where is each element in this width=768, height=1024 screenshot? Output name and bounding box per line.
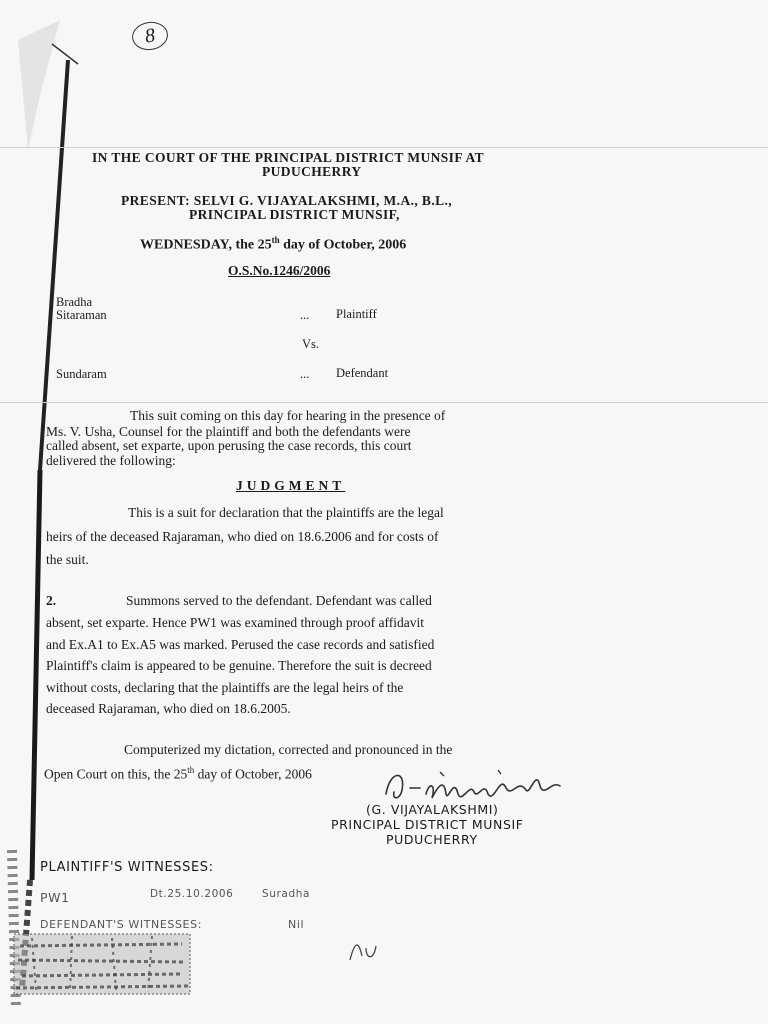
- intro-line-2: Ms. V. Usha, Counsel for the plaintiff and both the defendants were: [46, 424, 411, 439]
- defendant-witnesses-value: Nil: [288, 918, 305, 931]
- para2-number: 2.: [46, 593, 57, 608]
- para2-line-2: absent, set exparte. Hence PW1 was examined through proof affidavit: [46, 615, 424, 630]
- signatory-place: PUDUCHERRY: [386, 832, 478, 847]
- scan-fold-line: [0, 147, 768, 148]
- para1-line-2: heirs of the deceased Rajaraman, who died on 18.6.2006 and for costs of: [46, 529, 439, 544]
- smudged-stamp: [12, 930, 192, 998]
- court-heading-line2: PUDUCHERRY: [262, 164, 362, 179]
- plaintiff-witnesses-heading: PLAINTIFF'S WITNESSES:: [40, 860, 214, 875]
- para1-line-1: This is a suit for declaration that the plaintiffs are the legal: [128, 505, 444, 520]
- signatory-name: (G. VIJAYALAKSHMI): [366, 802, 499, 817]
- intro-line-4: delivered the following:: [46, 453, 176, 468]
- para2-line-5: without costs, declaring that the plaintiffs are the legal heirs of the: [46, 680, 404, 695]
- pw1-date: Dt.25.10.2006: [150, 888, 234, 900]
- court-heading-line1: IN THE COURT OF THE PRINCIPAL DISTRICT MUNSIF AT: [92, 150, 485, 165]
- plaintiff-name-1: Bradha: [56, 295, 93, 309]
- plaintiff-role: Plaintiff: [336, 307, 377, 321]
- plaintiff-dots: ...: [300, 308, 310, 322]
- present-line2: PRINCIPAL DISTRICT MUNSIF,: [189, 207, 400, 222]
- defendant-dots: ...: [300, 367, 310, 381]
- pw1-label: PW1: [40, 890, 70, 905]
- pw1-name: Suradha: [262, 888, 311, 900]
- defendant-name: Sundaram: [56, 367, 107, 381]
- plaintiff-name-2: Sitaraman: [56, 308, 107, 322]
- closing-line-1: Computerized my dictation, corrected and pronounced in the: [124, 742, 453, 757]
- intro-line-3: called absent, set exparte, upon perusing the case records, this court: [46, 438, 412, 453]
- handwritten-mark: [344, 934, 384, 964]
- case-number: O.S.No.1246/2006: [228, 263, 331, 278]
- para2-line-3: and Ex.A1 to Ex.A5 was marked. Perused the case records and satisfied: [46, 637, 435, 652]
- scan-fold-line: [0, 402, 768, 403]
- present-line1: PRESENT: SELVI G. VIJAYALAKSHMI, M.A., B.L.,: [121, 193, 453, 208]
- para2-line-6: deceased Rajaraman, who died on 18.6.2005.: [46, 701, 291, 716]
- judgment-heading: JUDGMENT: [236, 478, 346, 493]
- defendant-witnesses-heading: DEFENDANT'S WITNESSES:: [40, 918, 203, 931]
- para1-line-3: the suit.: [46, 552, 89, 567]
- intro-line-1: This suit coming on this day for hearing in the presence of: [130, 408, 446, 423]
- judgment-date: WEDNESDAY, the 25th day of October, 2006: [140, 235, 407, 253]
- page-number-mark: 8: [130, 20, 170, 53]
- signatory-title: PRINCIPAL DISTRICT MUNSIF: [331, 817, 524, 832]
- para2-line-4: Plaintiff's claim is appeared to be genuine. Therefore the suit is decreed: [46, 658, 432, 673]
- versus-label: Vs.: [302, 337, 320, 351]
- para2-line-1: Summons served to the defendant. Defendant was called: [126, 593, 432, 608]
- closing-line-2: Open Court on this, the 25th day of October, 2006: [44, 765, 312, 782]
- defendant-role: Defendant: [336, 366, 389, 380]
